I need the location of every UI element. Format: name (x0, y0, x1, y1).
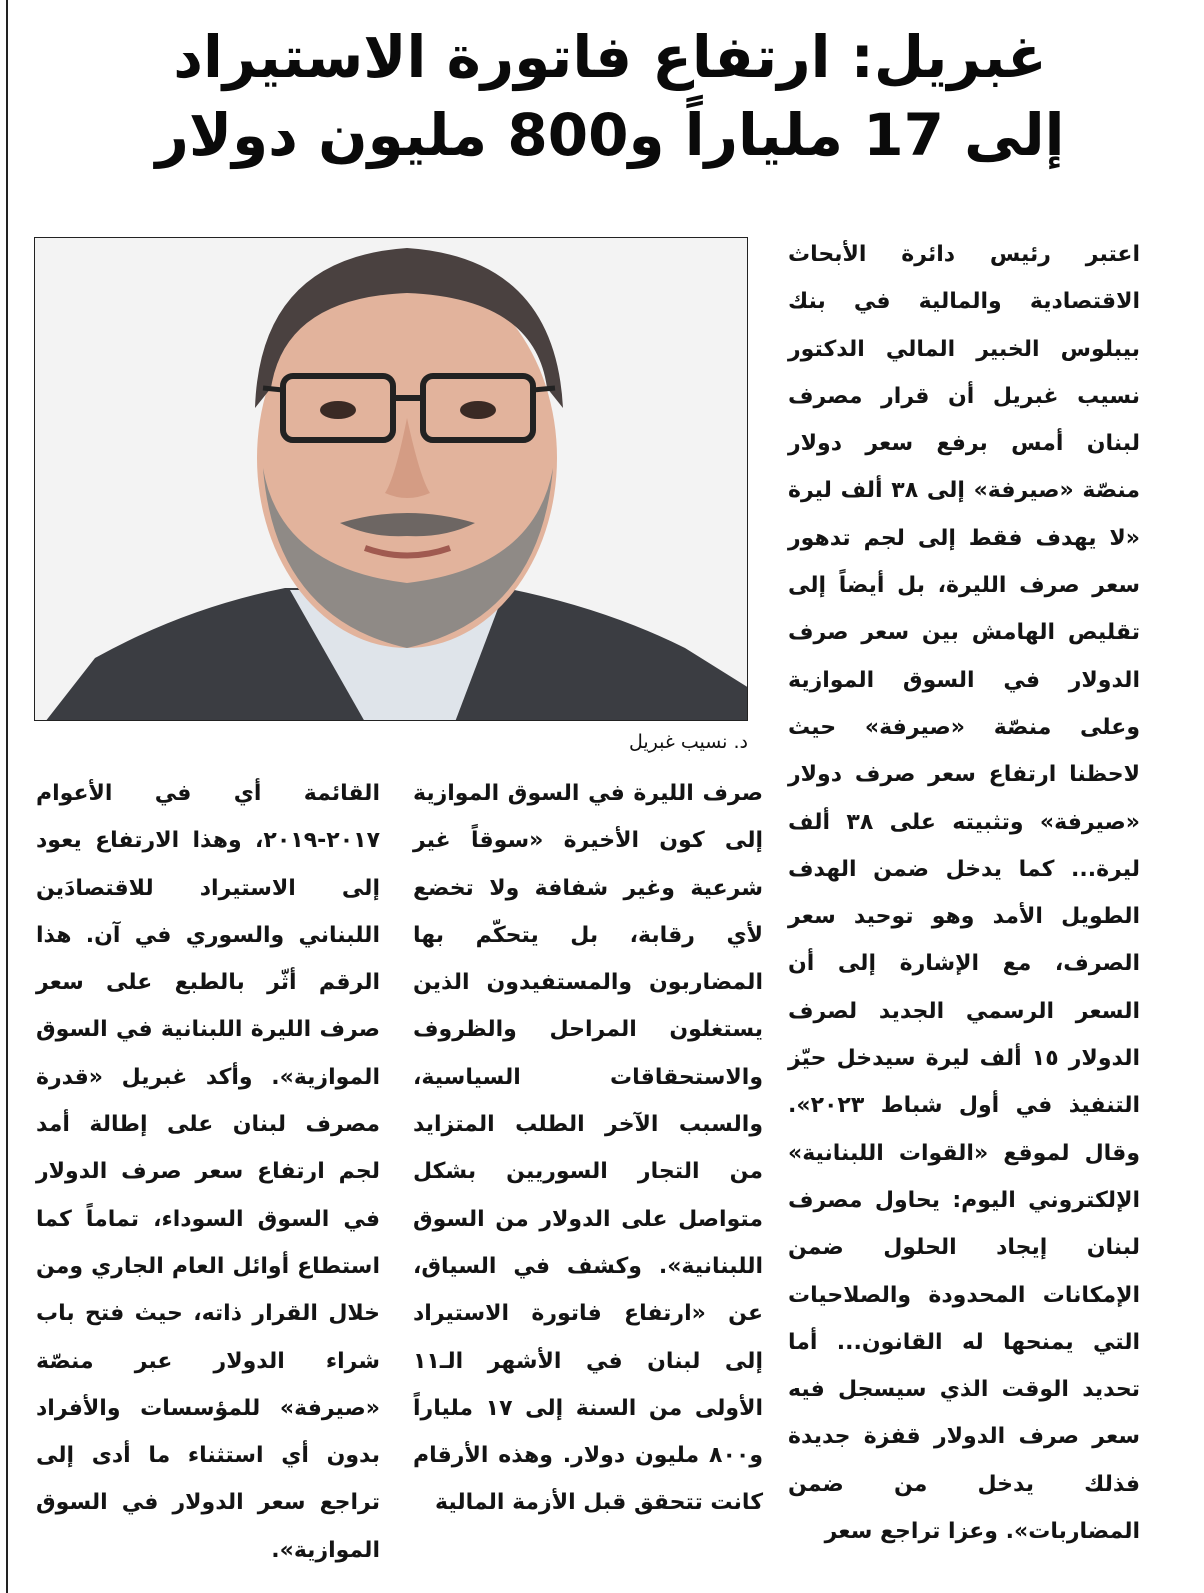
headline (40, 18, 1180, 174)
portrait-photo (34, 237, 748, 721)
headline-line-1: غبريل: ارتفاع فاتورة الاستيراد (173, 23, 1047, 91)
article-column-left: القائمة أي في الأعوام ٢٠١٧-٢٠١٩، وهذا الارتفاع يعود إلى الاستيراد للاقتصادَين اللبناني والسوري في آن. هذا الرقم أثّر بالطبع على سعر صرف الليرة اللبنانية في السوق الموازية». وأكد غبريل «قدرة مصرف لبنان على إطالة أمد لجم ارتفاع سعر صرف الدولار في السوق السوداء، تماماً كما استطاع أوائل العام الجاري ومن خلال القرار ذاته، حيث فتح باب شراء الدولار عبر منصّة «صيرفة» للمؤسسات والأفراد بدون أي استثناء ما أدى إلى تراجع سعر الدولار في السوق الموازية». (36, 781, 380, 1563)
column-rule (6, 0, 8, 1593)
photo-caption: د. نسيب غبريل (628, 731, 748, 753)
article-column-right: اعتبر رئيس دائرة الأبحاث الاقتصادية والمالية في بنك بيبلوس الخبير المالي الدكتور نسيب غبريل أن قرار مصرف لبنان أمس برفع سعر دولار منصّة «صيرفة» إلى ٣٨ ألف ليرة «لا يهدف فقط إلى لجم تدهور سعر صرف الليرة، بل أيضاً إلى تقليص الهامش بين سعر صرف الدولار في السوق الموازية وعلى منصّة «صيرفة» حيث لاحظنا ارتفاع سعر صرف دولار «صيرفة» وتثبيته على ٣٨ ألف ليرة... كما يدخل ضمن الهدف الطويل الأمد وهو توحيد سعر الصرف، مع الإشارة إلى أن السعر الرسمي الجديد لصرف الدولار ١٥ ألف ليرة سيدخل حيّز التنفيذ في أول شباط ٢٠٢٣». وقال لموقع «القوات اللبنانية» الإلكتروني اليوم: يحاول مصرف لبنان إيجاد الحلول ضمن الإمكانات المحدودة والصلاحيات التي يمنحها له القانون... أما تحديد الوقت الذي سيسجل فيه سعر صرف الدولار قفزة جديدة فذلك يدخل من ضمن المضاربات». وعزا تراجع سعر (788, 242, 1141, 1545)
headline-line-2: إلى 17 ملياراً و800 مليون دولار (155, 101, 1065, 169)
article-column-middle: صرف الليرة في السوق الموازية إلى كون الأخيرة «سوقاً غير شرعية وغير شفافة ولا تخضع لأي رقابة، بل يتحكّم بها المضاربون والمستفيدون الذين يستغلون المراحل والظروف والاستحقاقات السياسية، والسبب الآخر الطلب المتزايد من التجار السوريين بشكل متواصل على الدولار من السوق اللبنانية». وكشف في السياق، عن «ارتفاع فاتورة الاستيراد إلى لبنان في الأشهر الـ١١ الأولى من السنة إلى ١٧ ملياراً و٨٠٠ مليون دولار. وهذه الأرقام كانت تتحقق قبل الأزمة المالية (413, 781, 763, 1516)
